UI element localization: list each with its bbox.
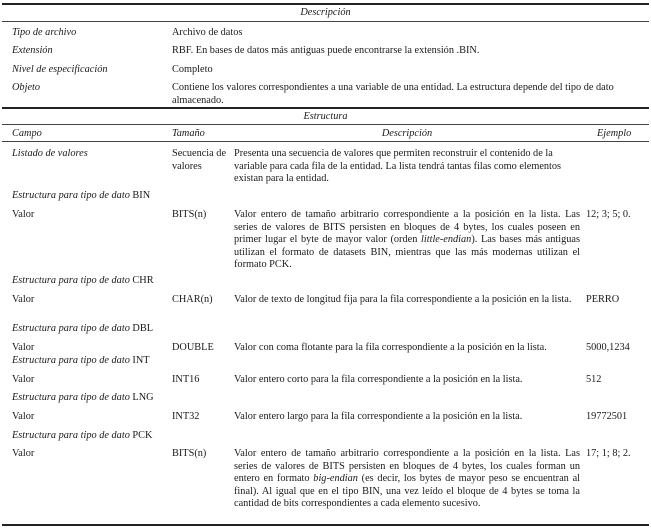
tamano-cell: INT32	[172, 411, 200, 422]
descripcion-cell: Presenta una secuencia de valores que permiten reconstruir el contenido de la variable para cada fila de la entidad. La lista tendrá tantas filas como elementos existan para la entidad.	[234, 148, 562, 185]
group-title	[12, 190, 150, 203]
tamano-cell: CHAR(n)	[172, 294, 213, 305]
tamano-cell: DOUBLE	[172, 342, 214, 353]
description-value: Completo	[172, 64, 213, 75]
description-label: Extensión	[12, 45, 53, 56]
column-header-descripcion: Descripción	[381, 128, 433, 139]
descripcion-cell	[234, 448, 580, 511]
tamano-cell: INT16	[172, 374, 200, 385]
campo-cell: Valor	[12, 374, 35, 385]
campo-cell: Listado de valores	[12, 148, 88, 159]
group-title-prefix: Estructura para tipo de dato	[12, 355, 130, 366]
descripcion-cell: Valor entero corto para la fila correspondiente a la posición en la lista.	[234, 374, 523, 385]
group-title-prefix: Estructura para tipo de dato	[12, 275, 130, 286]
campo-cell: Valor	[12, 294, 35, 305]
descripcion-text: (es decir, los bytes de mayor peso se encuentran al final). Al igual que en el tipo BIN, una vez leído el bloque de 4 bytes se toma la cantidad de bits correspondientes a cada elemento sucesivo.	[234, 473, 581, 510]
group-type: PCK	[132, 430, 153, 441]
group-title-prefix: Estructura para tipo de dato	[12, 190, 130, 201]
structure-header: Estructura	[303, 111, 348, 122]
group-title-prefix: Estructura para tipo de dato	[12, 323, 130, 334]
group-type: LNG	[132, 392, 154, 403]
description-value: Archivo de datos	[172, 27, 243, 38]
bottom-rule	[2, 524, 649, 526]
description-label: Objeto	[12, 82, 41, 93]
structure-header-rule	[2, 124, 649, 125]
group-title	[12, 323, 153, 336]
group-type: DBL	[132, 323, 154, 334]
group-title	[12, 355, 150, 368]
column-header-campo: Campo	[12, 128, 42, 139]
descripcion-term: little-endian	[421, 234, 472, 246]
ejemplo-cell: 512	[586, 374, 602, 385]
structure-top-rule	[2, 107, 649, 109]
group-type: INT	[132, 355, 150, 366]
descripcion-text: Valor entero de tamaño arbitrario correspondiente a la posición en la lista. Las series de valores de BITS persisten en bloques de 4 bytes, los cuales poseen en primer lugar el byte de mayor valor (orden	[234, 209, 580, 246]
description-value: RBF. En bases de datos más antiguas puede encontrarse la extensión .BIN.	[172, 45, 480, 56]
group-title	[12, 392, 154, 405]
description-label: Tipo de archivo	[12, 27, 77, 38]
campo-cell: Valor	[12, 448, 35, 459]
column-header-rule	[2, 141, 649, 142]
tamano-cell: BITS(n)	[172, 209, 207, 220]
group-title	[12, 275, 154, 288]
descripcion-text: Valor entero de tamaño arbitrario correspondiente a la posición en la lista. Las series de valores de BITS persisten en bloques de 4 bytes, los cuales forman un entero en formato	[234, 448, 580, 485]
ejemplo-cell: PERRO	[586, 294, 620, 305]
descripcion-text: ). Las bases más antiguas utilizan el formato de datasets BIN, mientras que las más modernas utilizan el formato PCK.	[234, 234, 580, 271]
campo-cell: Valor	[12, 411, 35, 422]
description-header-rule	[2, 21, 649, 22]
group-title	[12, 430, 152, 443]
ejemplo-cell: 17; 1; 8; 2.	[586, 448, 631, 459]
description-label: Nivel de especificación	[12, 64, 108, 75]
ejemplo-cell: 12; 3; 5; 0.	[586, 209, 631, 220]
description-value: Contiene los valores correspondientes a una variable de una entidad. La estructura depende del tipo de dato almacenado.	[172, 82, 614, 106]
column-header-ejemplo: Ejemplo	[597, 128, 632, 139]
top-rule	[2, 3, 649, 5]
descripcion-cell: Valor con coma flotante para la fila correspondiente a la posición en la lista.	[234, 342, 547, 353]
campo-cell: Valor	[12, 342, 35, 353]
ejemplo-cell: 19772501	[586, 411, 628, 422]
group-title-prefix: Estructura para tipo de dato	[12, 392, 130, 403]
descripcion-cell: Valor entero largo para la fila correspondiente a la posición en la lista.	[234, 411, 523, 422]
tamano-cell: BITS(n)	[172, 448, 207, 459]
descripcion-cell	[234, 209, 580, 272]
group-type: BIN	[132, 190, 151, 201]
column-header-tamano: Tamaño	[172, 128, 205, 139]
ejemplo-cell: 5000,1234	[586, 342, 630, 353]
descripcion-cell: Valor de texto de longitud fija para la fila correspondiente a la posición en la lista.	[234, 294, 572, 305]
campo-cell: Valor	[12, 209, 35, 220]
group-title-prefix: Estructura para tipo de dato	[12, 430, 130, 441]
descripcion-term: big-endian	[313, 473, 358, 485]
description-header: Descripción	[300, 7, 351, 18]
tamano-cell: Secuencia de valores	[172, 148, 227, 172]
group-type: CHR	[132, 275, 154, 286]
